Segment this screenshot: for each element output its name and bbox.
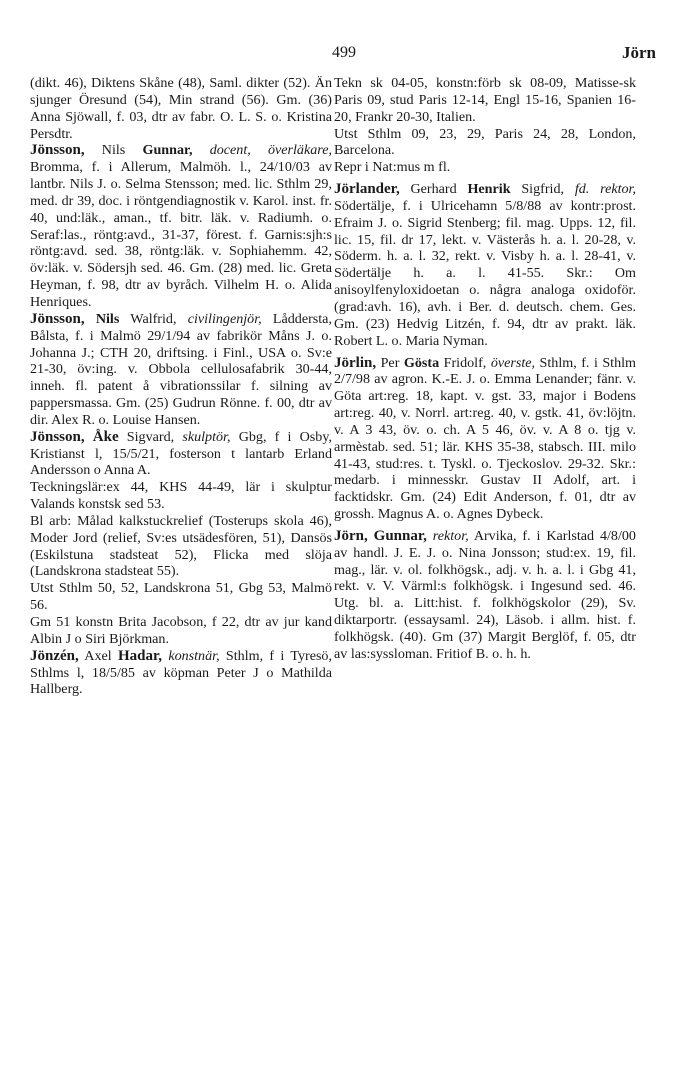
entry-given-name: Sigfrid, <box>521 181 565 198</box>
left-column <box>30 75 332 698</box>
biography-entry <box>334 355 636 523</box>
entry-surname: Jönsson, <box>30 428 85 445</box>
biography-entry <box>30 142 332 310</box>
biography-entry <box>30 429 332 648</box>
entry-given-name: Fridolf, <box>443 354 487 371</box>
entry-primary-name: Gunnar, <box>373 527 427 544</box>
entry-surname: Jönsson, <box>30 310 85 327</box>
biography-entry <box>30 311 332 429</box>
entry-body: Södertälje, f. i Ulricehamn 5/8/88 av kontr:prost. Efraim J. o. Sigrid Stenberg; fil. mag. Upps. 12, fil. lic. 15, fil. dr 17, lekt. v. Västerås h. a. l. 20-28, v. Söderm. h. a. l. 32, rekt. v. Visby h. a. l. 28-41, v. Södertälje h. a. l. 41-55. Skr.: Om anisoylfenyloxidoetan o. några analoga oxidoför. (grad:avh. 16), avh. i Ber. d. deutsch. chem. Ges. Gm. (23) Hedvig Litzén, f. 94, dtr av prakt. läk. Robert L. o. Maria Nyman. <box>334 197 636 349</box>
entry-primary-name: Åke <box>92 428 119 445</box>
entry-given-name: Gerhard <box>410 181 457 198</box>
entry-section-marriage: Gm 51 konstn Brita Jacobson, f 22, dtr av jur kand Albin J o Siri Björkman. <box>30 614 332 647</box>
page-number: 499 <box>332 44 356 61</box>
entry-header <box>30 429 332 480</box>
entry-given-name: Walfrid, <box>130 310 177 327</box>
entry-given-name: Nils <box>101 142 126 159</box>
entry-surname: Jörlin, <box>334 354 377 371</box>
entry-body: Gbg, f i Osby, Kristianst l, 15/5/21, fosterson t lantarb Erland Andersson o Anna A. <box>30 428 332 479</box>
entry-body: Sthlm, f. i Sthlm 2/7/98 av agron. K.-E. J. o. Emma Lenander; fänr. v. Göta art:reg. 18, kapt. v. gst. 33, major i Bodens art:reg. 40, v. Norrl. art:reg. 40, v. gstk. 41, öv:löjtn. v. A 3 43, öv. o. ch. A 5 46, öv. v. A 8 o. tjg v. armèstab. sed. 51; lär. KHS 35-38, stabsch. III. milo 41-43, stud:res. t. Tyskl. o. Tjeckoslov. 29-32. Skr.: medarb. i minnesskr. Gustav II Adolf, art. i facktidskr. Gm. (24) Edit Anderson, f. 01, dtr av grossh. Magnus A. o. Agnes Dybeck. <box>334 354 637 523</box>
entry-surname: Jönsson, <box>30 142 85 159</box>
entry-primary-name: Gösta <box>403 354 440 371</box>
entry-body: Sthlm, f i Tyresö, Sthlms l, 18/5/85 av köpman Peter J o Mathilda Hallberg. <box>30 647 332 698</box>
entry-given-name: Axel <box>84 647 112 664</box>
entry-occupation: skulptör, <box>182 428 231 445</box>
entry-primary-name: Nils <box>95 310 120 327</box>
entry-given-name: Sigvard, <box>126 428 175 445</box>
continued-section-representation: Repr i Nat:mus m fl. <box>334 159 451 176</box>
entry-occupation: konstnär, <box>168 647 220 664</box>
entry-body: Låddersta, Bålsta, f. i Malmö 29/1/94 av fabrikör Måns J. o. Johanna J.; CTH 20, driftsing. i Finl., USA o. Sv:e 21-30, öv:ing. v. Obbola cellulosafabrik 30-44, inneh. fl. patent å vibrationssilar f. silning av pappersmassa. Gm. (25) Gudrun Rönne. f. 00, dtr av dir. Alex R. o. Louise Hansen. <box>30 310 332 428</box>
continued-entry-text: (dikt. 46), Diktens Skåne (48), Saml. dikter (52). Än sjunger Öresund (54), Min strand (56). Gm. (36) Anna Sjöwall, f. 03, dtr av fabr. O. L. S. o. Kristina Persdtr. <box>30 75 332 142</box>
biography-entry <box>334 181 636 349</box>
continued-section-education: Tekn sk 04-05, konstn:förb sk 08-09, Matisse-sk Paris 09, stud Paris 12-14, Engl 15-16, Spanien 16-20, Frankr 20-30, Italien. <box>334 75 636 125</box>
entry-primary-name: Gunnar, <box>142 142 193 159</box>
entry-surname: Jörn, <box>334 527 368 544</box>
entry-occupation: docent, överläkare, <box>209 142 333 159</box>
running-head: Jörn <box>622 43 656 62</box>
biography-entry <box>334 528 636 663</box>
entry-surname: Jörlander, <box>334 181 400 198</box>
entry-section-works: Bl arb: Målad kalkstuckrelief (Tosterups skola 46), Moder Jord (relief, Sv:es utsädesfören, 51), Dansös (Eskilstuna stadsteat 52), Flicka med slöja (Landskrona stadsteat 55). <box>30 512 332 580</box>
entry-primary-name: Henrik <box>467 181 511 198</box>
biography-entry <box>30 648 332 699</box>
entry-occupation: överste, <box>490 354 536 371</box>
continued-section-exhibitions: Utst Sthlm 09, 23, 29, Paris 24, 28, London, Barcelona. <box>334 125 636 159</box>
entry-body: Arvika, f. i Karlstad 4/8/00 av handl. J. E. J. o. Nina Jonsson; stud:ex. 19, fil. mag., lär. v. ol. folkhögsk., adj. v. h. a. l. i Gbg 41, rekt. v. V. Värml:s folkhögsk. i Ingesund sed. 46. Utg. bl. a. Litt:hist. f. folkhögskolor (29), Sv. diktarportr. (essaysaml. 24), Läsob. i allm. hist. f. folkhögsk. (40). Gm (37) Margit Berglöf, f. 05, dtr av las:syssloman. Fritiof B. o. h. h. <box>334 527 636 662</box>
entry-section-exhibitions: Utst Sthlm 50, 52, Landskrona 51, Gbg 53, Malmö 56. <box>30 580 332 614</box>
entry-given-name: Per <box>380 354 400 371</box>
entry-occupation: rektor, <box>432 527 469 544</box>
entry-section-education: Teckningslär:ex 44, KHS 44-49, lär i skulptur Valands konstsk sed 53. <box>30 479 332 513</box>
right-column <box>334 75 636 663</box>
entry-surname: Jönzén, <box>30 647 79 664</box>
entry-occupation: fd. rektor, <box>574 181 636 198</box>
entry-occupation: civilingenjör, <box>187 310 262 327</box>
entry-body: Bromma, f. i Allerum, Malmöh. l., 24/10/03 av lantbr. Nils J. o. Selma Stensson; med. lic. Sthlm 29, med. dr 39, doc. i röntgendiagnostik v. Karol. inst. fr. 40, und:läk., aman., tf. bitr. läk. v. Radiumh. o. Seraf:las., röntg:avd., 31-37, förest. f. Garnis:sjh:s röntg:avd. sed. 38, röntg:läk. v. Sophiahemm. 42, öv:läk. v. Södersjh sed. 46. Gm. (28) med. lic. Greta Heyman, f. 98, dtr av byråch. Vilhelm H. o. Alida Henriques. <box>30 159 332 310</box>
entry-primary-name: Hadar, <box>117 647 163 664</box>
